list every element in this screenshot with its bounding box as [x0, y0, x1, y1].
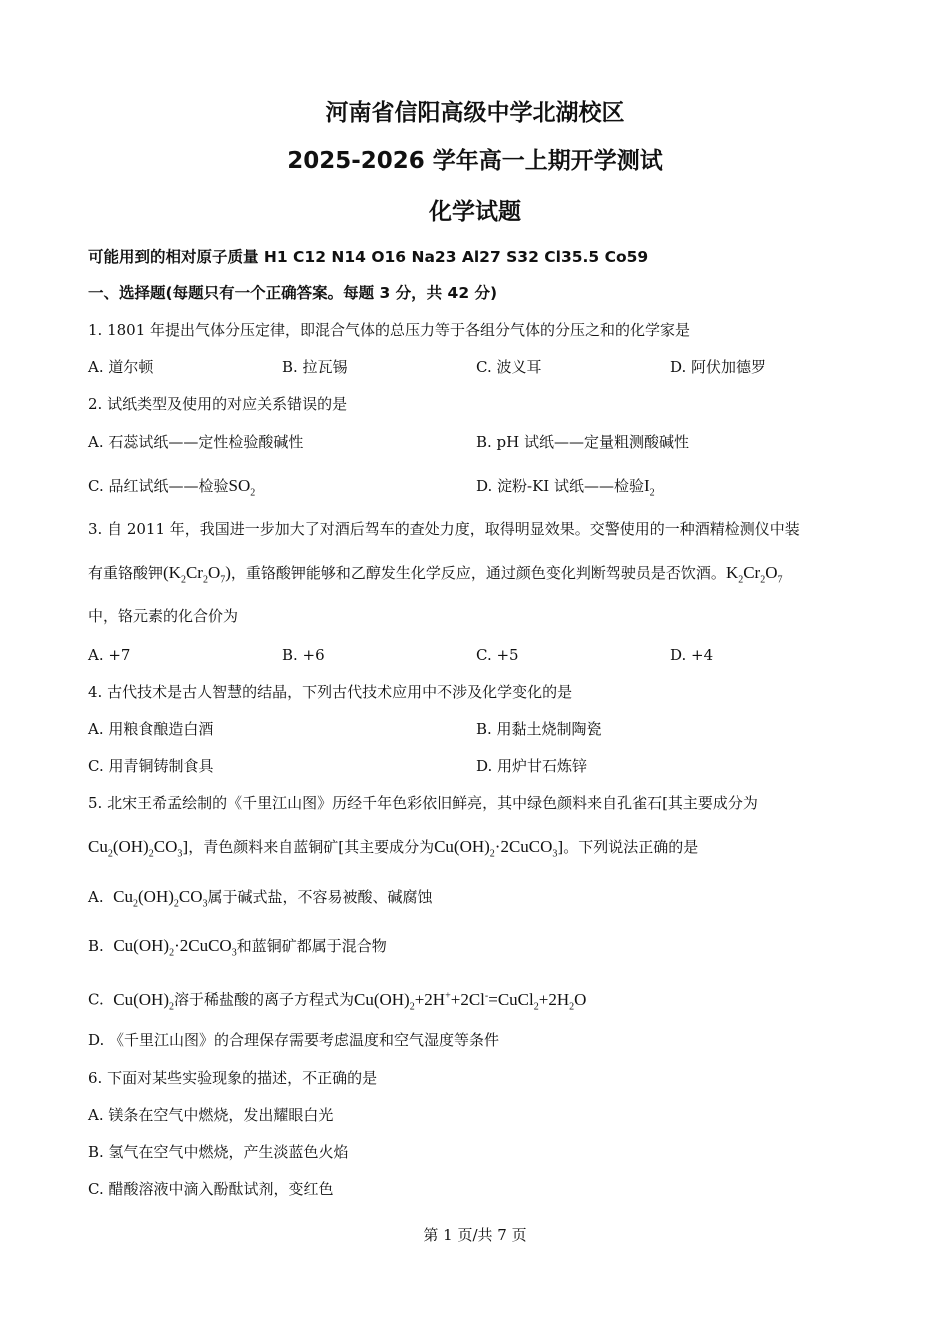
q5-stem-line1: 5. 北宋王希孟绘制的《千里江山图》历经千年色彩依旧鲜亮，其中绿色颜料来自孔雀石[其主要成分为 [88, 794, 758, 812]
q4-stem: 4. 古代技术是古人智慧的结晶，下列古代技术应用中不涉及化学变化的是 [88, 683, 573, 701]
q3-option-a: A. +7 [88, 646, 131, 664]
q3-stem-line3: 中，铬元素的化合价为 [88, 607, 239, 625]
q5-stem-line2: $Cu_2(OH)_2CO_3$]，青色颜料来自蓝铜矿[其主要成分为$Cu(OH)_2\cdot 2CuCO_3$]。下列说法正确的是 [88, 837, 699, 860]
q4-option-d: D. 用炉甘石炼锌 [476, 757, 588, 775]
q1-option-c: C. 波义耳 [476, 358, 542, 376]
school-title: 河南省信阳高级中学北湖校区 [325, 100, 625, 126]
q3-option-c: C. +5 [476, 646, 519, 664]
q1-option-a: A. 道尔顿 [88, 358, 154, 376]
q1-option-b: B. 拉瓦锡 [282, 358, 348, 376]
q4-option-b: B. 用黏土烧制陶瓷 [476, 720, 602, 738]
page-footer: 第 1 页/共 7 页 [423, 1226, 527, 1244]
q1-stem: 1. 1801 年提出气体分压定律，即混合气体的总压力等于各组分气体的分压之和的化学家是 [88, 321, 691, 339]
q3-option-d: D. +4 [670, 646, 714, 664]
q2-option-c: C. 品红试纸——检验$SO_2$ [88, 476, 256, 499]
q5-option-b: B. $Cu(OH)_2\cdot 2CuCO_3$和蓝铜矿都属于混合物 [88, 936, 387, 959]
q4-option-c: C. 用青铜铸制食具 [88, 757, 214, 775]
q1-option-d: D. 阿伏加德罗 [670, 358, 767, 376]
q3-option-b: B. +6 [282, 646, 325, 664]
atomic-masses: 可能用到的相对原子质量 H1 C12 N14 O16 Na23 Al27 S32 Cl35.5 Co59 [88, 248, 649, 266]
q2-stem: 2. 试纸类型及使用的对应关系错误的是 [88, 395, 348, 413]
q6-stem: 6. 下面对某些实验现象的描述，不正确的是 [88, 1069, 378, 1087]
q2-option-a: A. 石蕊试纸——定性检验酸碱性 [88, 433, 304, 451]
q2-option-b: B. pH 试纸——定量粗测酸碱性 [476, 433, 690, 451]
q5-option-a: A. $Cu_2(OH)_2CO_3$属于碱式盐，不容易被酸、碱腐蚀 [88, 887, 433, 910]
q6-option-b: B. 氢气在空气中燃烧，产生淡蓝色火焰 [88, 1143, 349, 1161]
q3-stem-line2: 有重铬酸钾$(K_2Cr_2O_7)$，重铬酸钾能够和乙醇发生化学反应，通过颜色变化判断驾驶员是否饮酒。$K_2Cr_2O_7$ [88, 563, 783, 586]
q2-option-d: D. 淀粉-KI 试纸——检验$I_2$ [476, 476, 655, 499]
q4-option-a: A. 用粮食酿造白酒 [88, 720, 214, 738]
q5-option-d: D. 《千里江山图》的合理保存需要考虑温度和空气湿度等条件 [88, 1031, 500, 1049]
q5-option-c: C. $Cu(OH)_2$溶于稀盐酸的离子方程式为$Cu(OH)_2+2H^++2Cl^-=CuCl_2+2H_2O$ [88, 989, 587, 1013]
subject-title: 化学试题 [429, 199, 521, 225]
q6-option-c: C. 醋酸溶液中滴入酚酞试剂，变红色 [88, 1180, 334, 1198]
section-heading: 一、选择题(每题只有一个正确答案。每题 3 分，共 42 分) [88, 284, 498, 302]
q3-stem-line1: 3. 自 2011 年，我国进一步加大了对酒后驾车的查处力度，取得明显效果。交警使用的一种酒精检测仪中装 [88, 520, 800, 538]
exam-title: 2025-2026 学年高一上期开学测试 [287, 148, 663, 174]
q6-option-a: A. 镁条在空气中燃烧，发出耀眼白光 [88, 1106, 334, 1124]
